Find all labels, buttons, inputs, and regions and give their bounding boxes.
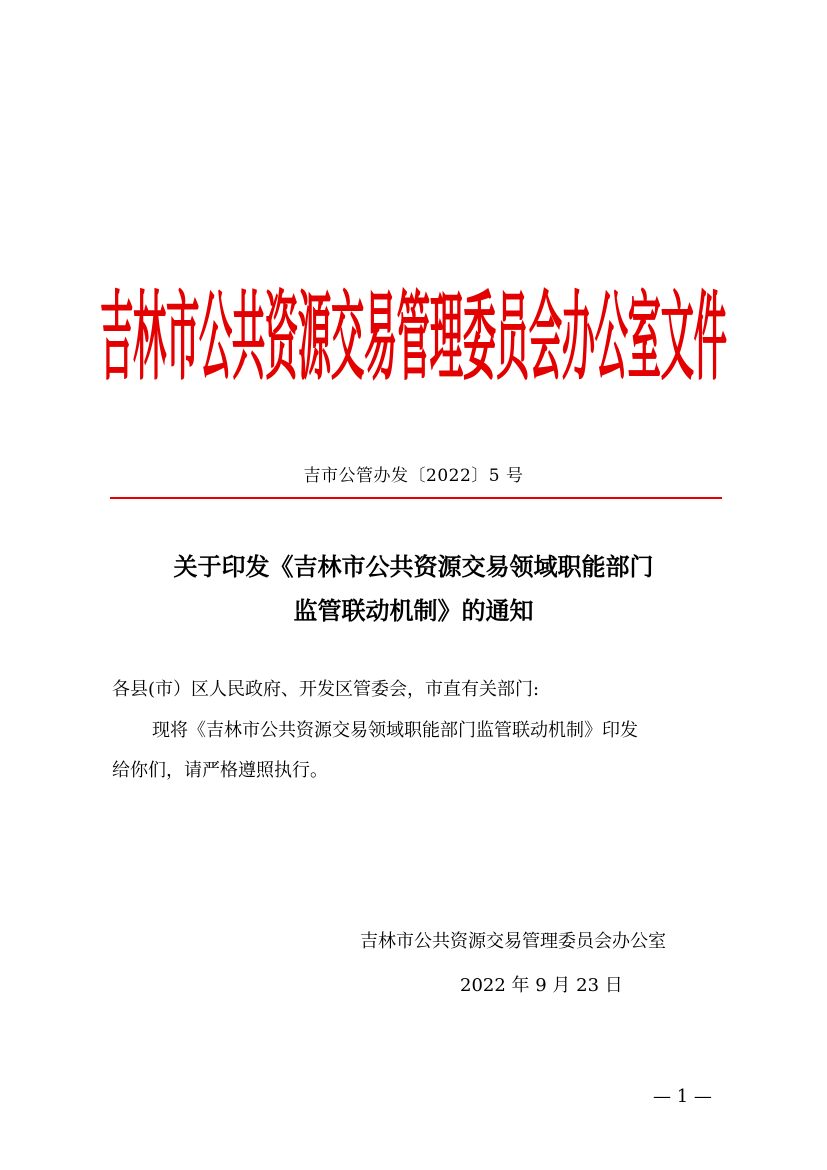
body-paragraph-line-1: 现将《吉林市公共资源交易领域职能部门监管联动机制》印发 bbox=[152, 720, 638, 741]
signature-date: 2022 年 9 月 23 日 bbox=[460, 975, 623, 996]
signature-organization: 吉林市公共资源交易管理委员会办公室 bbox=[360, 931, 666, 952]
masthead bbox=[100, 283, 727, 403]
addressee: 各县(市）区人民政府、开发区管委会，市直有关部门: bbox=[112, 679, 540, 700]
title-line-2: 监管联动机制》的通知 bbox=[293, 596, 534, 625]
document-number: 吉市公管办发〔2022〕5 号 bbox=[303, 466, 524, 486]
title-line-1: 关于印发《吉林市公共资源交易领域职能部门 bbox=[173, 552, 654, 581]
document-title bbox=[100, 545, 727, 633]
page-number: — 1 — bbox=[653, 1086, 712, 1107]
red-divider bbox=[110, 497, 722, 499]
body-paragraph-line-2: 给你们，请严格遵照执行。 bbox=[112, 760, 328, 781]
masthead-title: 吉林市公共资源交易管理委员会办公室文件 bbox=[100, 283, 727, 394]
